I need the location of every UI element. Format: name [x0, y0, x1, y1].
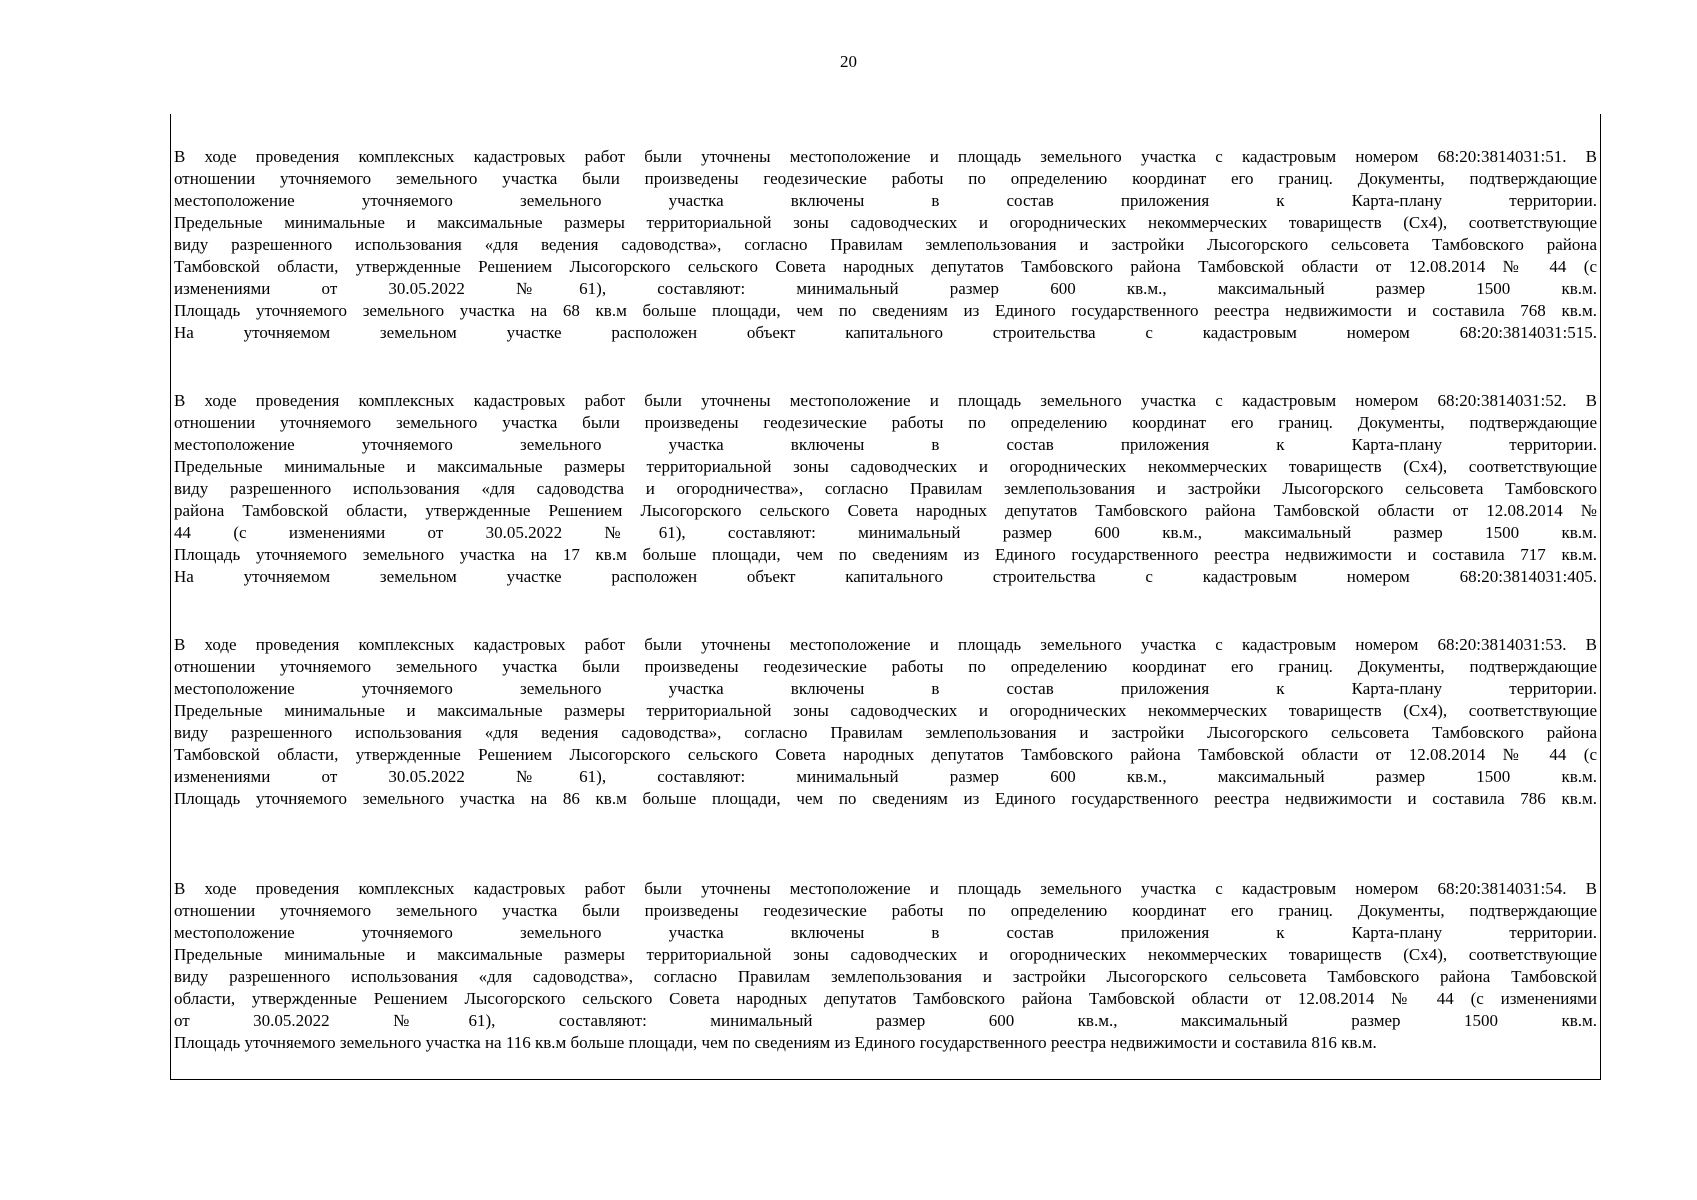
text-line: Предельные минимальные и максимальные размеры территориальной зоны садоводческих и огороднических некоммерческих товариществ (Сх4), соответствующие — [174, 457, 1597, 476]
text-line: Предельные минимальные и максимальные размеры территориальной зоны садоводческих и огороднических некоммерческих товариществ (Сх4), соответствующие — [174, 945, 1597, 964]
text-line: виду разрешенного использования «для садоводства и огородничества», согласно Правилам землепользования и застройки Лысогорского сельсовета Тамбовского — [174, 479, 1597, 498]
paragraph-plot-54 — [174, 878, 1597, 1054]
text-line: В ходе проведения комплексных кадастровых работ были уточнены местоположение и площадь земельного участка с кадастровым номером 68:20:3814031:52. В — [174, 391, 1597, 410]
text-line: Площадь уточняемого земельного участка на 86 кв.м больше площади, чем по сведениям из Единого государственного реестра недвижимости и составила 786 кв.м. — [174, 789, 1597, 808]
page-number: 20 — [840, 52, 857, 71]
text-line: района Тамбовской области, утвержденные Решением Лысогорского сельского Совета народных депутатов Тамбовского района Тамбовской области от 12.08.2014 № — [174, 501, 1597, 520]
text-line: Тамбовской области, утвержденные Решением Лысогорского сельского Совета народных депутатов Тамбовского района Тамбовской области от 12.08.2014 № 44 (с — [174, 745, 1597, 764]
text-line: отношении уточняемого земельного участка были произведены геодезические работы по определению координат его границ. Документы, подтверждающие — [174, 413, 1597, 432]
text-line: виду разрешенного использования «для ведения садоводства», согласно Правилам землепользования и застройки Лысогорского сельсовета Тамбовского района — [174, 235, 1597, 254]
text-line: На уточняемом земельном участке расположен объект капитального строительства с кадастровым номером 68:20:3814031:405. — [174, 567, 1597, 586]
text-line: В ходе проведения комплексных кадастровых работ были уточнены местоположение и площадь земельного участка с кадастровым номером 68:20:3814031:54. В — [174, 879, 1597, 898]
text-line: Площадь уточняемого земельного участка на 116 кв.м больше площади, чем по сведениям из Единого государственного реестра недвижимости и составила 816 кв.м. — [174, 1033, 1377, 1052]
text-line: Тамбовской области, утвержденные Решением Лысогорского сельского Совета народных депутатов Тамбовского района Тамбовской области от 12.08.2014 № 44 (с — [174, 257, 1597, 276]
paragraph-plot-52 — [174, 390, 1597, 588]
paragraph-plot-53 — [174, 634, 1597, 810]
text-line: местоположение уточняемого земельного участка включены в состав приложения к Карта-плану территории. — [174, 191, 1597, 210]
text-line: области, утвержденные Решением Лысогорского сельского Совета народных депутатов Тамбовского района Тамбовской области от 12.08.2014 № 44 (с изменениями — [174, 989, 1597, 1008]
text-line: В ходе проведения комплексных кадастровых работ были уточнены местоположение и площадь земельного участка с кадастровым номером 68:20:3814031:53. В — [174, 635, 1597, 654]
text-line: виду разрешенного использования «для ведения садоводства», согласно Правилам землепользования и застройки Лысогорского сельсовета Тамбовского района — [174, 723, 1597, 742]
text-line: виду разрешенного использования «для садоводства», согласно Правилам землепользования и застройки Лысогорского сельсовета Тамбовского района Тамбовской — [174, 967, 1597, 986]
text-line: изменениями от 30.05.2022 №61), составляют: минимальный размер 600 кв.м., максимальный размер 1500 кв.м. — [174, 767, 1597, 786]
document-frame — [170, 114, 1601, 1080]
text-line: отношении уточняемого земельного участка были произведены геодезические работы по определению координат его границ. Документы, подтверждающие — [174, 169, 1597, 188]
text-line: На уточняемом земельном участке расположен объект капитального строительства с кадастровым номером 68:20:3814031:515. — [174, 323, 1597, 342]
text-line: местоположение уточняемого земельного участка включены в состав приложения к Карта-плану территории. — [174, 923, 1597, 942]
text-line: местоположение уточняемого земельного участка включены в состав приложения к Карта-плану территории. — [174, 679, 1597, 698]
text-line: изменениями от 30.05.2022 №61), составляют: минимальный размер 600 кв.м., максимальный размер 1500 кв.м. — [174, 279, 1597, 298]
text-line: В ходе проведения комплексных кадастровых работ были уточнены местоположение и площадь земельного участка с кадастровым номером 68:20:3814031:51. В — [174, 147, 1597, 166]
text-line: Площадь уточняемого земельного участка на 17 кв.м больше площади, чем по сведениям из Единого государственного реестра недвижимости и составила 717 кв.м. — [174, 545, 1597, 564]
paragraph-plot-51 — [174, 146, 1597, 344]
text-line: отношении уточняемого земельного участка были произведены геодезические работы по определению координат его границ. Документы, подтверждающие — [174, 901, 1597, 920]
text-line: местоположение уточняемого земельного участка включены в состав приложения к Карта-плану территории. — [174, 435, 1597, 454]
text-line: отношении уточняемого земельного участка были произведены геодезические работы по определению координат его границ. Документы, подтверждающие — [174, 657, 1597, 676]
text-line: 44 (с изменениями от 30.05.2022 №61), составляют: минимальный размер 600 кв.м., максимальный размер 1500 кв.м. — [174, 523, 1597, 542]
text-line: Площадь уточняемого земельного участка на 68 кв.м больше площади, чем по сведениям из Единого государственного реестра недвижимости и составила 768 кв.м. — [174, 301, 1597, 320]
text-line: от 30.05.2022 №61), составляют: минимальный размер 600 кв.м., максимальный размер 1500 кв.м. — [174, 1011, 1597, 1030]
text-line: Предельные минимальные и максимальные размеры территориальной зоны садоводческих и огороднических некоммерческих товариществ (Сх4), соответствующие — [174, 213, 1597, 232]
text-line: Предельные минимальные и максимальные размеры территориальной зоны садоводческих и огороднических некоммерческих товариществ (Сх4), соответствующие — [174, 701, 1597, 720]
